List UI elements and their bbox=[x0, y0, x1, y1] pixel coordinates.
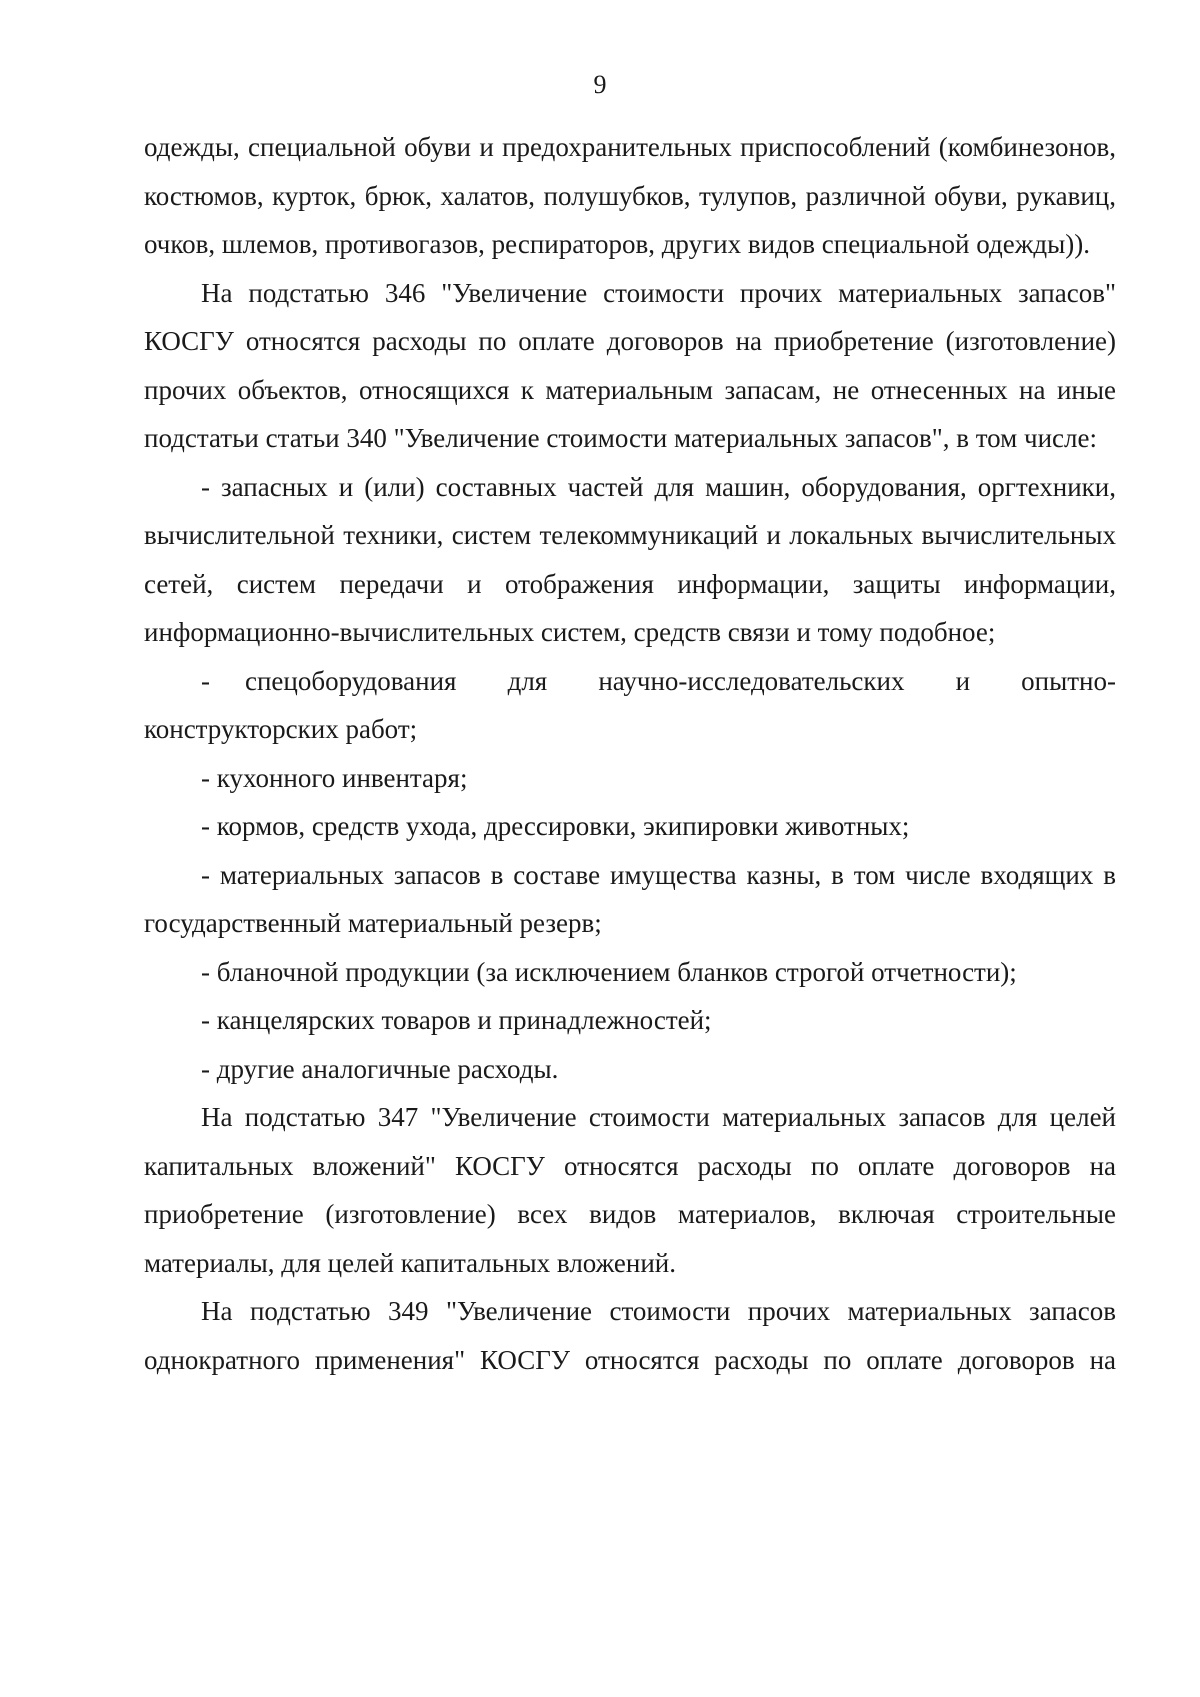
paragraph-subarticle-349: На подстатью 349 "Увеличение стоимости прочих материальных запасов однократного применения" КОСГУ относятся расходы по оплате договоров на bbox=[144, 1296, 1116, 1375]
list-item-treasury-reserves: - материальных запасов в составе имущества казны, в том числе входящих в государственный материальный резерв; bbox=[144, 859, 1116, 938]
list-item-animal-feed: - кормов, средств ухода, дрессировки, экипировки животных; bbox=[201, 811, 910, 841]
document-body bbox=[144, 123, 1116, 1384]
list-item-spare-parts: - запасных и (или) составных частей для машин, оборудования, оргтехники, вычислительной техники, систем телекоммуникаций и локальных вычислительных сетей, систем передачи и отображения информации, защиты информации, информационно-вычислительных систем, средств связи и тому подобное; bbox=[144, 471, 1116, 647]
list-item-special-equipment-text: спецоборудования для научно-исследовательских и опытно-конструкторских работ; bbox=[144, 665, 1116, 744]
paragraph-special-clothing: одежды, специальной обуви и предохранительных приспособлений (комбинезонов, костюмов, курток, брюк, халатов, полушубков, тулупов, различной обуви, рукавиц, очков, шлемов, противогазов, респираторов, других видов специальной одежды)). bbox=[144, 132, 1116, 259]
list-item-special-equipment bbox=[144, 657, 1116, 754]
list-item-blank-forms: - бланочной продукции (за исключением бланков строгой отчетности); bbox=[201, 956, 1017, 987]
page-number: 9 bbox=[593, 70, 607, 99]
paragraph-subarticle-347: На подстатью 347 "Увеличение стоимости материальных запасов для целей капитальных вложений" КОСГУ относятся расходы по оплате договоров на приобретение (изготовление) всех видов материалов, включая строительные материалы, для целей капитальных вложений. bbox=[144, 1102, 1116, 1278]
list-item-other-expenses: - другие аналогичные расходы. bbox=[201, 1053, 559, 1084]
list-dash: - bbox=[201, 665, 210, 696]
paragraph-subarticle-346: На подстатью 346 "Увеличение стоимости прочих материальных запасов" КОСГУ относятся расходы по оплате договоров на приобретение (изготовление) прочих объектов, относящихся к материальным запасам, не отнесенных на иные подстатьи статьи 340 "Увеличение стоимости материальных запасов", в том числе: bbox=[144, 277, 1116, 453]
list-item-kitchen-inventory: - кухонного инвентаря; bbox=[201, 762, 468, 793]
list-item-stationery: - канцелярских товаров и принадлежностей; bbox=[201, 1005, 712, 1035]
